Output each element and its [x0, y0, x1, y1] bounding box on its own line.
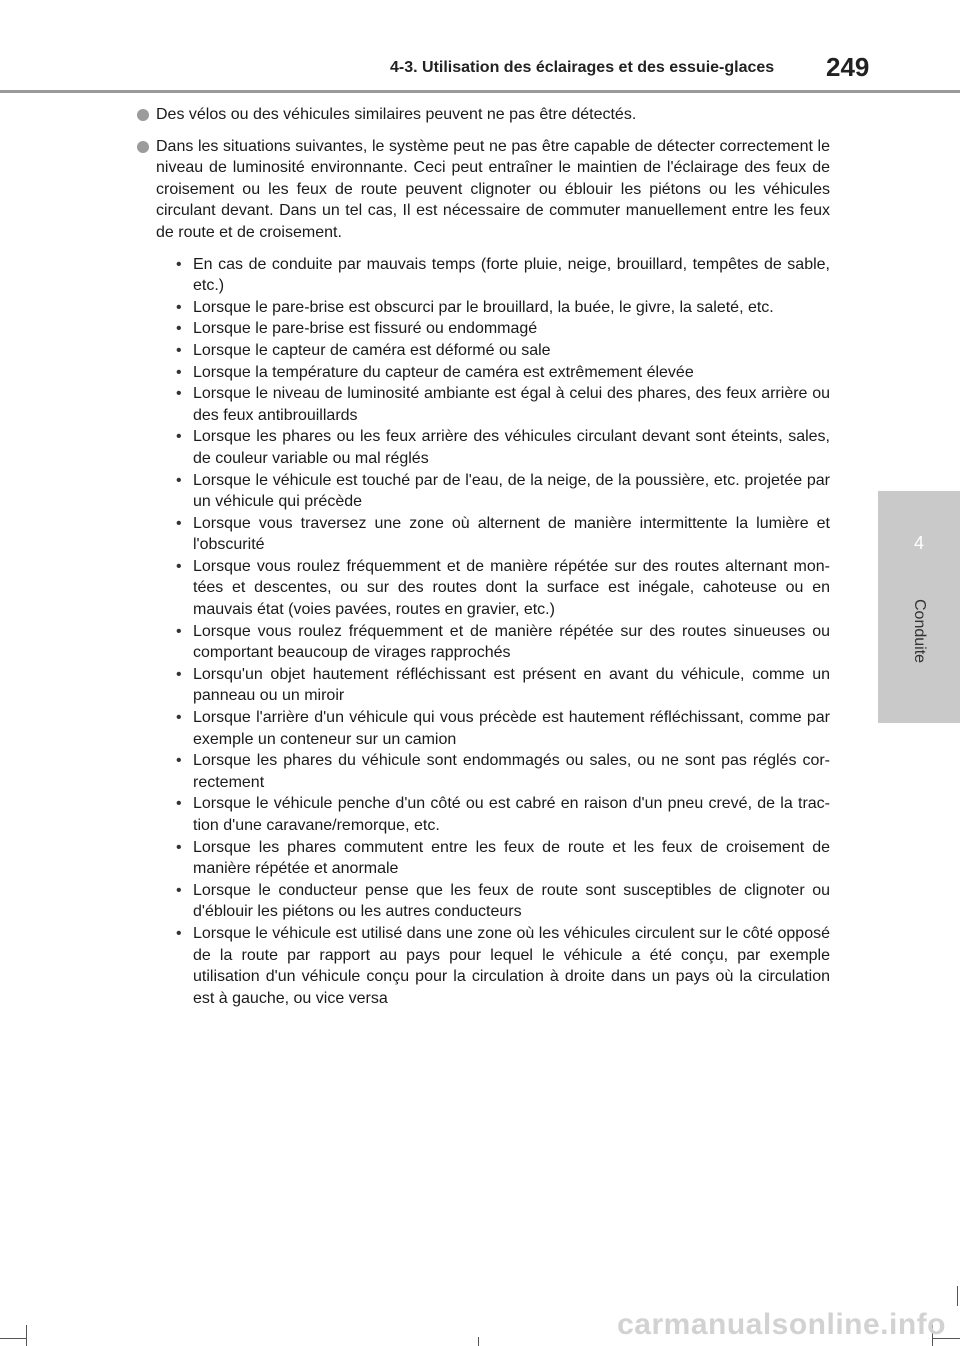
list-item-text: Lorsque le pare-brise est fissuré ou endommagé: [193, 320, 538, 338]
bullet-dot-icon: •: [176, 298, 182, 316]
page-number: 249: [826, 52, 870, 82]
list-item-text: Lorsque le véhicule est utilisé dans une zone où les véhicules circulent sur le côté opposé de la route par rapport au pays pour lequel le véhicule a été conçu, par exemple utilisation d'un véhicule conçu pour la circulation à droite dans un pays où la circulation est à gauche, ou vice versa: [193, 924, 830, 1007]
list-item: [176, 556, 830, 621]
bullet-dot-icon: •: [176, 752, 182, 770]
list-item: [176, 707, 830, 750]
list-item: [176, 470, 830, 513]
section-title: 4-3. Utilisation des éclairages et des essuie-glaces: [390, 59, 775, 76]
list-item: [176, 513, 830, 556]
list-item-text: Lorsque les phares ou les feux arrière des véhicules circulant devant sont éteints, sales, de couleur variable ou mal réglés: [193, 428, 830, 467]
list-item: [176, 793, 830, 836]
list-item: [176, 254, 830, 297]
bullet-dot-icon: •: [176, 622, 182, 640]
list-item: [176, 318, 830, 340]
crop-mark: [957, 1286, 958, 1306]
list-item-text: En cas de conduite par mauvais temps (forte pluie, neige, brouillard, tempêtes de sable, etc.): [193, 255, 830, 295]
bullet-dot-icon: •: [176, 557, 182, 575]
list-item: [176, 837, 830, 880]
conditions-list: [156, 254, 830, 1010]
bullet-dot-icon: •: [176, 363, 182, 381]
list-item-text: Lorsque la température du capteur de caméra est extrêmement élevée: [193, 363, 694, 381]
bullet-dot-icon: •: [176, 320, 182, 338]
header-rule: [0, 90, 960, 93]
list-item: [176, 664, 830, 707]
list-item-text: Lorsque les phares du véhicule sont endommagés ou sales, ou ne sont pas réglés cor-rectement: [193, 752, 830, 791]
list-item-text: Lorsque vous roulez fréquemment et de manière répétée sur des routes alternant mon-tées et descentes, ou sur des routes dont la surface est inégale, cahoteuse ou en mauvais état (voies pavées, routes en gravier, etc.): [193, 557, 830, 619]
list-item: [176, 297, 830, 319]
bullet-dot-icon: •: [176, 924, 182, 942]
chapter-label: Conduite: [911, 599, 928, 664]
bullet-dot-icon: •: [176, 838, 182, 856]
bullet-dot-icon: •: [176, 255, 182, 273]
bullet-dot-icon: •: [176, 471, 182, 489]
bullet-dot-icon: •: [176, 795, 182, 813]
list-item-text: Lorsqu'un objet hautement réfléchissant est présent en avant du véhicule, comme un panneau ou un miroir: [193, 665, 830, 705]
bullet-dot-icon: •: [176, 385, 182, 403]
note-paragraph: [136, 136, 830, 1010]
bullet-dot-icon: •: [176, 709, 182, 727]
list-item-text: Lorsque les phares commutent entre les feux de route et les feux de croisement de manière répétée et anormale: [193, 838, 830, 878]
list-item-text: Lorsque le conducteur pense que les feux de route sont susceptibles de clignoter ou d'éblouir les piétons ou les autres conducteurs: [193, 881, 830, 921]
watermark: carmanualsonline.info: [617, 1308, 946, 1341]
list-item-text: Lorsque le capteur de caméra est déformé ou sale: [193, 341, 551, 359]
list-item: [176, 362, 830, 384]
list-item: [176, 923, 830, 1009]
bullet-dot-icon: •: [176, 881, 182, 899]
list-item: [176, 750, 830, 793]
list-item-text: Lorsque vous traversez une zone où alternent de manière intermittente la lumière et l'obscurité: [193, 514, 830, 554]
list-item: [176, 880, 830, 923]
bullet-circle-icon: [137, 141, 149, 153]
list-item: [176, 426, 830, 469]
list-item-text: Lorsque le véhicule est touché par de l'eau, de la neige, de la poussière, etc. projetée par un véhicule qui précède: [193, 471, 830, 511]
list-item-text: Lorsque le pare-brise est obscurci par le brouillard, la buée, le givre, la saleté, etc.: [193, 298, 774, 316]
bullet-circle-icon: [137, 109, 149, 121]
list-item: [176, 383, 830, 426]
list-item-text: Lorsque vous roulez fréquemment et de manière répétée sur des routes sinueuses ou comportant beaucoup de virages rapprochés: [193, 622, 830, 662]
note-text: Dans les situations suivantes, le système peut ne pas être capable de détecter correctement le niveau de luminosité environnante. Ceci peut entraîner le maintien de l'éclairage des feux de croisement ou les feux de route peuvent clignoter ou éblouir les piétons ou les véhicules circulant devant. Dans un tel cas, Il est nécessaire de commuter manuellement entre les feux de route et de croisement.: [156, 137, 830, 241]
crop-mark: [26, 1325, 27, 1346]
list-item: [176, 340, 830, 362]
note-text: Des vélos ou des véhicules similaires peuvent ne pas être détectés.: [156, 106, 637, 123]
bullet-dot-icon: •: [176, 665, 182, 683]
crop-mark: [478, 1337, 479, 1346]
bullet-dot-icon: •: [176, 428, 182, 446]
note-paragraph: [136, 104, 830, 126]
list-item-text: Lorsque le véhicule penche d'un côté ou est cabré en raison d'un pneu crevé, de la trac-tion d'une caravane/remorque, etc.: [193, 795, 830, 834]
list-item-text: Lorsque l'arrière d'un véhicule qui vous précède est hautement réfléchissant, comme par exemple un conteneur sur un camion: [193, 709, 830, 748]
page-content: [136, 104, 830, 1009]
list-item-text: Lorsque le niveau de luminosité ambiante est égal à celui des phares, des feux arrière ou des feux antibrouillards: [193, 385, 830, 424]
crop-mark: [0, 1338, 27, 1339]
chapter-number: 4: [913, 533, 924, 553]
list-item: [176, 621, 830, 664]
bullet-dot-icon: •: [176, 341, 182, 359]
chapter-tab: [878, 491, 960, 723]
bullet-dot-icon: •: [176, 514, 182, 532]
